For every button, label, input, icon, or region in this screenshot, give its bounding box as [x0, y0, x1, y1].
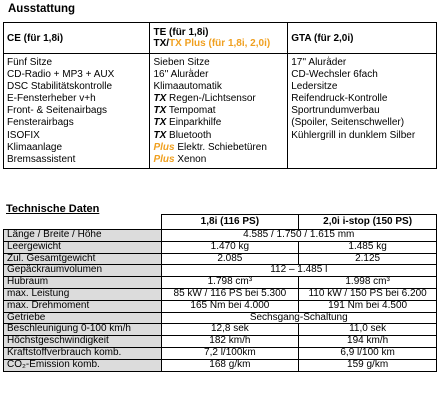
tech-title: Technische Daten — [6, 203, 100, 215]
te-item-text: Elektr. Schiebetüren — [174, 141, 267, 153]
tech-row-value-20i: 1.998 cm³ — [299, 277, 437, 289]
equipment-header-row — [4, 23, 437, 54]
te-header-line1: TE (für 1,8i) — [153, 27, 209, 38]
tech-row — [4, 230, 437, 242]
tx-prefix: TX — [153, 117, 167, 129]
tech-row-value-20i: 194 km/h — [299, 336, 437, 348]
te-item — [153, 81, 284, 93]
tech-row-value-18i: 165 Nm bei 4.000 — [161, 300, 299, 312]
ce-list — [4, 54, 150, 169]
te-header-line2 — [153, 38, 284, 49]
gta-item: Ledersitze — [291, 81, 338, 93]
tech-row-label: Getriebe — [4, 312, 162, 324]
te-item — [153, 117, 284, 129]
ce-item: Fensterairbags — [7, 117, 74, 129]
ce-header: CE (für 1,8i) — [4, 23, 150, 54]
tx-prefix: TX — [153, 105, 167, 117]
equipment-table — [3, 22, 437, 169]
te-item-text: Sieben Sitze — [153, 57, 210, 68]
tech-row — [4, 359, 437, 371]
gta-item: Kühlergrill in dunklem Silber — [291, 129, 416, 141]
te-item-text: Klimaautomatik — [153, 81, 222, 93]
tech-row-label: max. Drehmoment — [4, 300, 162, 312]
tech-row-value-both: 112 – 1.485 l — [161, 265, 436, 277]
tech-row-value-18i: 168 g/km — [161, 359, 299, 371]
tech-header-blank — [4, 215, 162, 230]
te-item — [153, 105, 284, 117]
tech-row — [4, 253, 437, 265]
ce-item: Fünf Sitze — [7, 57, 53, 68]
te-item — [153, 69, 284, 81]
tech-row-value-18i: 7,2 l/100km — [161, 347, 299, 359]
tx-prefix: TX — [153, 129, 167, 141]
tech-row-label: Beschleunigung 0-100 km/h — [4, 324, 162, 336]
te-item-text: Bluetooth — [166, 129, 212, 141]
tech-row-label: Hubraum — [4, 277, 162, 289]
gta-item: 17'' Alurä̇der — [291, 57, 347, 68]
equipment-body-row — [4, 54, 437, 169]
ce-item: DSC Stabilitätskontrolle — [7, 81, 113, 93]
te-item — [153, 154, 284, 166]
tech-row-value-20i: 159 g/km — [299, 359, 437, 371]
ce-item: Bremsassistent — [7, 153, 76, 165]
te-item — [153, 130, 284, 142]
te-header-plus: TX Plus (für 1,8i, 2,0i) — [169, 38, 271, 49]
tech-row-value-18i: 1.470 kg — [161, 241, 299, 253]
tech-row — [4, 265, 437, 277]
ce-item: E-Fensterheber v+h — [7, 93, 96, 105]
plus-prefix: Plus — [153, 153, 175, 165]
te-header-tx: TX/ — [153, 38, 170, 49]
te-list — [150, 54, 288, 169]
tech-row-value-18i: 1.798 cm³ — [161, 277, 299, 289]
tech-row-label: Kraftstoffverbrauch komb. — [4, 347, 162, 359]
te-item-text: Tempomat — [166, 105, 216, 117]
tech-row-value-20i: 11,0 sek — [299, 324, 437, 336]
gta-header: GTA (für 2,0i) — [288, 23, 437, 54]
tech-row — [4, 288, 437, 300]
tech-row — [4, 347, 437, 359]
tech-row — [4, 277, 437, 289]
tech-row-value-18i: 12,8 sek — [161, 324, 299, 336]
tech-header-row — [4, 215, 437, 230]
tech-row — [4, 300, 437, 312]
plus-prefix: Plus — [153, 141, 175, 153]
gta-item: (Spoiler, Seitenschweller) — [291, 117, 405, 129]
tech-row-value-18i: 182 km/h — [161, 336, 299, 348]
tech-row-label: Gepäckraumvolumen — [4, 265, 162, 277]
ce-item: Front- & Seitenairbags — [7, 105, 108, 117]
tech-body — [4, 230, 437, 372]
ce-item: Klimaanlage — [7, 141, 63, 153]
equipment-title: Ausstattung — [8, 3, 76, 15]
gta-list — [288, 54, 437, 169]
te-item — [153, 57, 284, 69]
ce-item: ISOFIX — [7, 129, 40, 141]
te-item-text: Xenon — [174, 153, 207, 165]
te-item — [153, 93, 284, 105]
tech-row-label: CO₂-Emission komb. — [4, 359, 162, 371]
tx-prefix: TX — [153, 93, 167, 105]
tech-row-value-18i: 2.085 — [161, 253, 299, 265]
gta-item: Reifendruck-Kontrolle — [291, 93, 388, 105]
te-item — [153, 142, 284, 154]
tech-row — [4, 336, 437, 348]
tech-table — [3, 214, 437, 372]
tech-row-label: Länge / Breite / Höhe — [4, 230, 162, 242]
tech-row — [4, 241, 437, 253]
te-header — [150, 23, 288, 54]
te-item-text: Einparkhilfe — [166, 117, 222, 129]
tech-row-value-20i: 110 kW / 150 PS bei 6.200 — [299, 288, 437, 300]
gta-item: Sportrundumverbau — [291, 105, 380, 117]
tech-row-label: Höchstgeschwindigkeit — [4, 336, 162, 348]
tech-col2-header: 2,0i i-stop (150 PS) — [299, 215, 437, 230]
tech-row-label: Leergewicht — [4, 241, 162, 253]
tech-row-value-20i: 6,9 l/100 km — [299, 347, 437, 359]
tech-row — [4, 324, 437, 336]
tech-row-value-20i: 2.125 — [299, 253, 437, 265]
tech-row-label: Zul. Gesamtgewicht — [4, 253, 162, 265]
ce-item: CD-Radio + MP3 + AUX — [7, 69, 115, 81]
tech-row — [4, 312, 437, 324]
tech-col1-header: 1,8i (116 PS) — [161, 215, 299, 230]
tech-row-label: max. Leistung — [4, 288, 162, 300]
tech-row-value-18i: 85 kW / 116 PS bei 5.300 — [161, 288, 299, 300]
gta-item: CD-Wechsler 6fach — [291, 69, 378, 81]
tech-row-value-20i: 1.485 kg — [299, 241, 437, 253]
tech-row-value-20i: 191 Nm bei 4.500 — [299, 300, 437, 312]
tech-row-value-both: 4.585 / 1.750 / 1.615 mm — [161, 230, 436, 242]
te-item-text: Regen-/Lichtsensor — [166, 93, 256, 105]
tech-row-value-both: Sechsgang-Schaltung — [161, 312, 436, 324]
te-item-text: 16'' Alurä̇der — [153, 69, 209, 81]
